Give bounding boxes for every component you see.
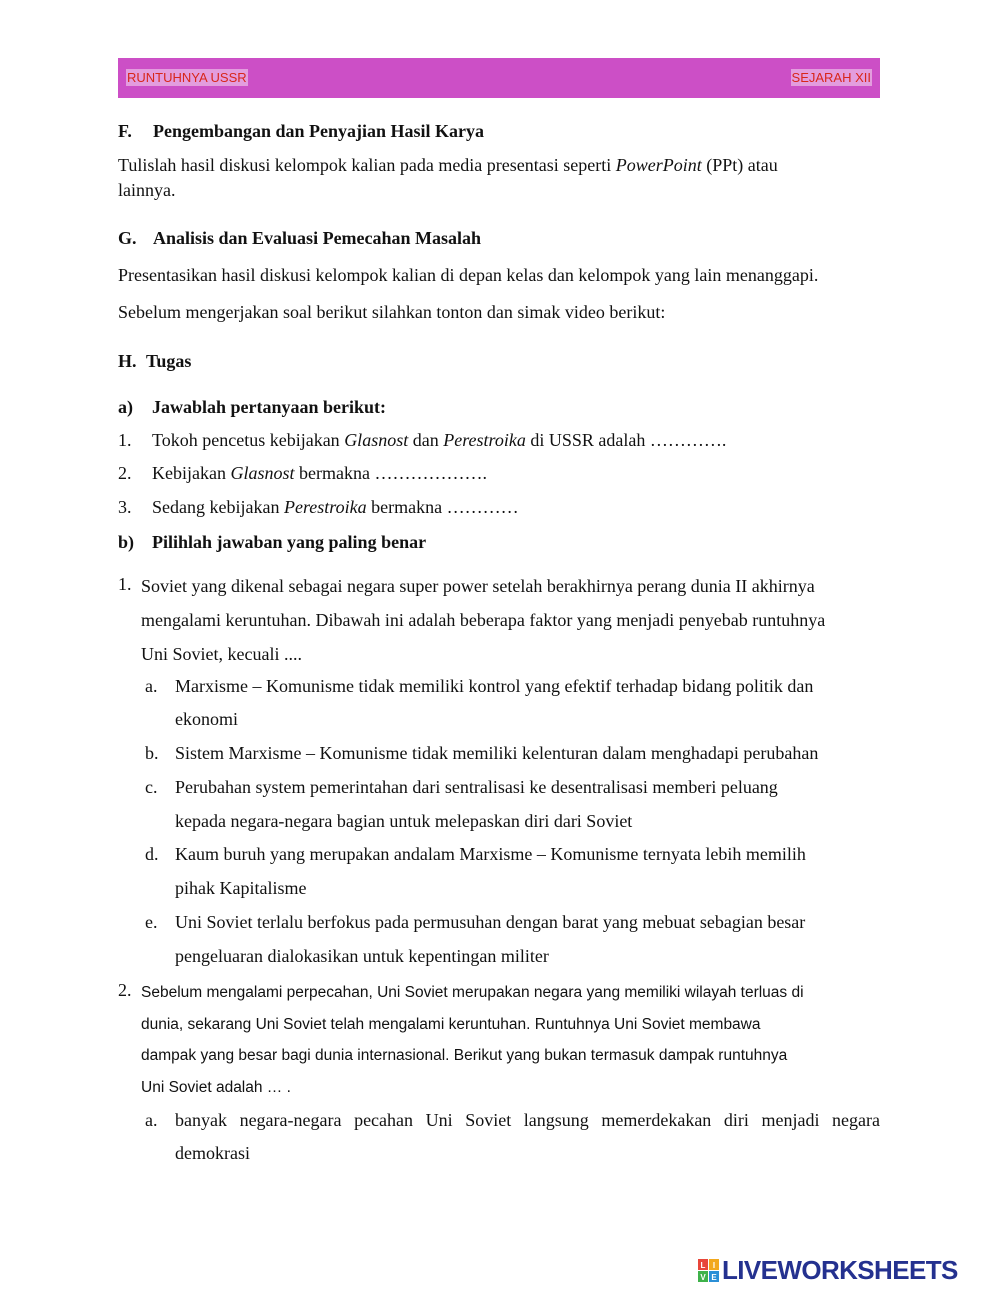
item-text-italic: Glasnost (230, 463, 295, 483)
option-text: pengeluaran dialokasikan untuk kepentingan militer (175, 946, 549, 966)
header-subject: SEJARAH XII (791, 70, 871, 85)
section-h-title: Tugas (146, 351, 192, 371)
option-label: e. (145, 912, 158, 932)
section-g-label: G. (118, 228, 137, 248)
section-f-text-part: Tulislah hasil diskusi kelompok kalian pada media presentasi seperti (118, 155, 616, 175)
page-header-bar (118, 58, 880, 98)
question-line: dunia, sekarang Uni Soviet telah mengalami keruntuhan. Runtuhnya Uni Soviet membawa (141, 1016, 761, 1033)
question-line: Sebelum mengalami perpecahan, Uni Soviet merupakan negara yang memiliki wilayah terluas di (141, 984, 804, 1001)
liveworksheets-logo-text: LIVEWORKSHEETS (722, 1255, 958, 1285)
item-text-part: Kebijakan (152, 463, 231, 483)
option-text: Kaum buruh yang merupakan andalam Marxisme – Komunisme ternyata lebih memilih (175, 844, 806, 864)
question-line: dampak yang besar bagi dunia internasional. Berikut yang bukan termasuk dampak runtuhnya (141, 1047, 788, 1064)
question-line: mengalami keruntuhan. Dibawah ini adalah beberapa faktor yang menjadi penyebab runtuhnya (141, 610, 826, 630)
option-text: pihak Kapitalisme (175, 878, 307, 898)
item-number: 1. (118, 430, 132, 450)
section-f-text (118, 153, 880, 177)
option-text: demokrasi (175, 1143, 250, 1163)
option-text: Uni Soviet terlalu berfokus pada permusuhan dengan barat yang mebuat sebagian besar (175, 912, 806, 932)
item-text-part: Tokoh pencetus kebijakan (152, 430, 345, 450)
section-f-text-italic: PowerPoint (615, 155, 702, 175)
option-label: a. (145, 1110, 158, 1130)
logo-tile-letter: E (711, 1273, 717, 1282)
section-h-heading (118, 349, 880, 373)
part-a-title: Jawablah pertanyaan berikut: (152, 397, 387, 417)
option-text: ekonomi (175, 709, 238, 729)
part-a-heading (118, 395, 880, 419)
item-text-part: di USSR adalah …………. (525, 430, 727, 450)
item-number: 2. (118, 463, 132, 483)
section-f-text-line2: lainnya. (118, 180, 176, 200)
item-text-part: dan (408, 430, 444, 450)
item-text (152, 495, 519, 519)
option-text: banyak negara-negara pecahan Uni Soviet langsung memerdekakan diri menjadi negara (175, 1110, 880, 1130)
item-text-italic: Perestroika (283, 497, 367, 517)
option-label: c. (145, 777, 158, 797)
section-g-heading (118, 226, 880, 250)
question-line: Uni Soviet, kecuali .... (141, 644, 302, 664)
section-g-paragraph-2: Sebelum mengerjakan soal berikut silahkan tonton dan simak video berikut: (118, 302, 666, 322)
section-h-label: H. (118, 351, 137, 371)
part-b-label: b) (118, 532, 135, 552)
question-line: Uni Soviet adalah … . (141, 1079, 291, 1096)
item-text-part: Sedang kebijakan (152, 497, 284, 517)
item-text-part: bermakna ………… (366, 497, 519, 517)
section-f-heading (118, 119, 880, 143)
section-g-paragraph-1: Presentasikan hasil diskusi kelompok kalian di depan kelas dan kelompok yang lain menanggapi. (118, 265, 819, 285)
liveworksheets-logo-icon (698, 1259, 720, 1283)
option-text: Perubahan system pemerintahan dari sentralisasi ke desentralisasi memberi peluang (175, 777, 778, 797)
option-label: b. (145, 743, 159, 763)
section-g-title: Analisis dan Evaluasi Pemecahan Masalah (153, 228, 482, 248)
logo-tile-letter: V (700, 1273, 706, 1282)
section-f-text-part: (PPt) atau (701, 155, 778, 175)
option-label: d. (145, 844, 159, 864)
question-number: 1. (118, 574, 132, 594)
liveworksheets-logo[interactable] (698, 1257, 994, 1285)
question-line: Soviet yang dikenal sebagai negara super power setelah berakhirnya perang dunia II akhirnya (141, 576, 815, 596)
part-a-label: a) (118, 397, 133, 417)
item-number: 3. (118, 497, 132, 517)
option-text: Marxisme – Komunisme tidak memiliki kontrol yang efektif terhadap bidang politik dan (175, 676, 814, 696)
part-b-heading (118, 530, 880, 554)
question-number: 2. (118, 980, 132, 1000)
header-topic: RUNTUHNYA USSR (127, 70, 247, 85)
part-b-title: Pilihlah jawaban yang paling benar (152, 532, 427, 552)
logo-tile-letter: L (700, 1261, 706, 1270)
item-text-italic: Glasnost (344, 430, 409, 450)
section-f-label: F. (118, 121, 132, 141)
item-text-italic: Perestroika (443, 430, 526, 450)
option-label: a. (145, 676, 158, 696)
item-text (152, 461, 487, 485)
option-text: Sistem Marxisme – Komunisme tidak memiliki kelenturan dalam menghadapi perubahan (175, 743, 819, 763)
logo-tile-letter: I (712, 1261, 716, 1270)
option-text: kepada negara-negara bagian untuk melepaskan diri dari Soviet (175, 811, 633, 831)
section-f-title: Pengembangan dan Penyajian Hasil Karya (153, 121, 485, 141)
item-text (152, 428, 726, 452)
item-text-part: bermakna ………………. (294, 463, 487, 483)
